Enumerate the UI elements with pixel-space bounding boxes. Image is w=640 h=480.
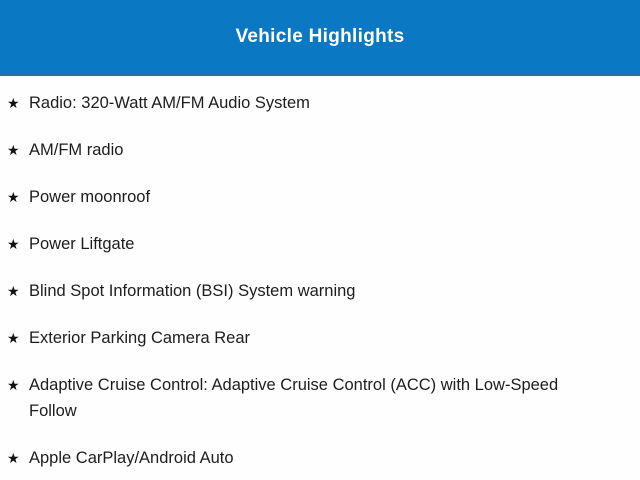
- star-icon: ★: [7, 142, 20, 158]
- highlight-item: [7, 445, 580, 471]
- star-icon: ★: [7, 236, 20, 252]
- highlight-item: [7, 372, 580, 424]
- highlight-item: [7, 278, 580, 304]
- highlight-item: [7, 137, 580, 163]
- highlight-text: AM/FM radio: [29, 141, 124, 159]
- highlight-item: [7, 90, 580, 116]
- highlight-item: [7, 325, 580, 351]
- star-icon: ★: [7, 330, 20, 346]
- highlight-text: Power moonroof: [29, 188, 151, 206]
- page-title: Vehicle Highlights: [235, 25, 405, 47]
- vehicle-highlights-header: [0, 0, 640, 76]
- star-icon: ★: [7, 283, 20, 299]
- star-icon: ★: [7, 377, 20, 393]
- star-icon: ★: [7, 189, 20, 205]
- highlight-text: Blind Spot Information (BSI) System warning: [29, 282, 356, 300]
- highlight-text: Adaptive Cruise Control: Adaptive Cruise Control (ACC) with Low-Speed Follow: [29, 376, 559, 420]
- star-icon: ★: [7, 450, 20, 466]
- highlight-text: Exterior Parking Camera Rear: [29, 329, 250, 347]
- highlight-item: [7, 231, 580, 257]
- highlight-item: [7, 184, 580, 210]
- star-icon: ★: [7, 95, 20, 111]
- highlights-list: [0, 76, 640, 471]
- highlight-text: Power Liftgate: [29, 235, 135, 253]
- highlight-text: Radio: 320-Watt AM/FM Audio System: [29, 94, 310, 112]
- highlight-text: Apple CarPlay/Android Auto: [29, 449, 234, 467]
